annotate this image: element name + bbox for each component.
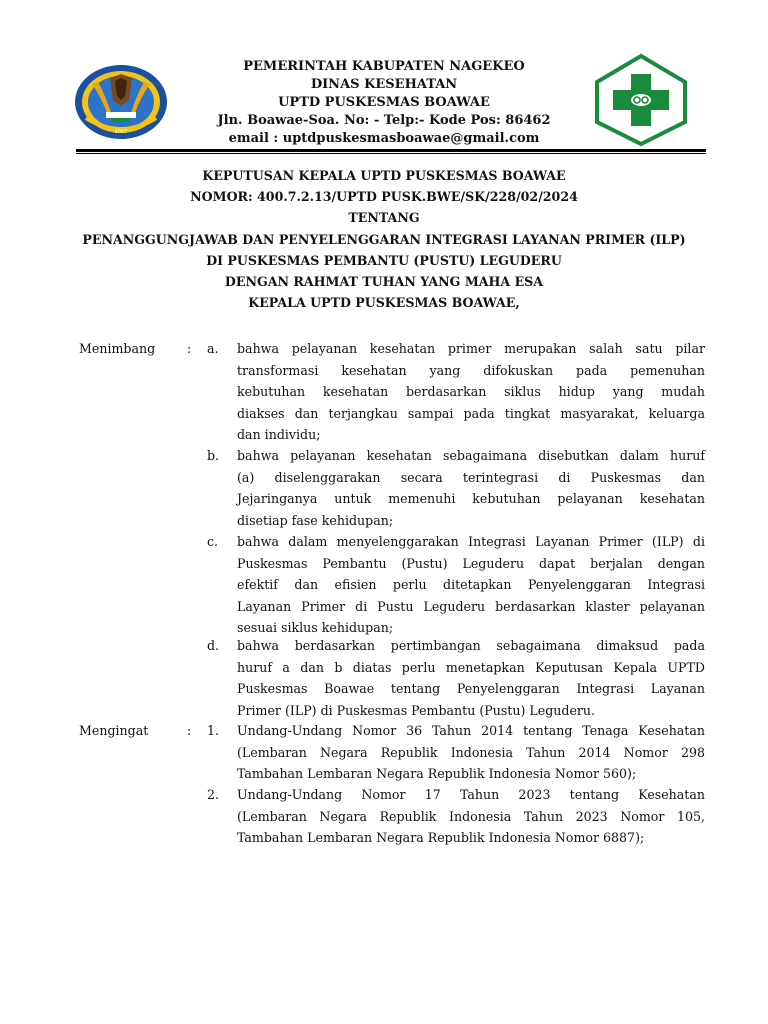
puskesmas-cross-logo-icon bbox=[593, 52, 689, 148]
decree-tentang: TENTANG bbox=[348, 210, 420, 226]
decree-issuer: KEPALA UPTD PUSKESMAS BOAWAE, bbox=[248, 295, 520, 311]
letterhead-rule-thin bbox=[76, 153, 706, 154]
decree-subject: PENANGGUNGJAWAB DAN PENYELENGGARAN INTEGRASI LAYANAN PRIMER (ILP) bbox=[82, 231, 686, 247]
menimbang-colon: : bbox=[187, 341, 192, 356]
letterhead-government: PEMERINTAH KABUPATEN NAGEKEO bbox=[243, 59, 525, 74]
menimbang-item-marker: b. bbox=[207, 448, 220, 463]
letterhead bbox=[170, 58, 598, 148]
menimbang-item-marker: c. bbox=[207, 534, 219, 549]
menimbang-item-text: bahwa pelayanan kesehatan primer merupakan salah satu pilar transformasi kesehatan yang difokuskan pada pemenuhan kebutuhan kesehatan berdasarkan siklus hidup yang mudah diakses dan terjangkau sampai pada tingkat masyarakat, keluarga dan individu; bbox=[237, 341, 705, 442]
letterhead-rule-thick bbox=[76, 149, 706, 152]
decree-title: KEPUTUSAN KEPALA UPTD PUSKESMAS BOAWAE bbox=[202, 168, 566, 183]
decree-subject-location: DI PUSKESMAS PEMBANTU (PUSTU) LEGUDERU bbox=[206, 252, 562, 268]
mengingat-item-marker: 1. bbox=[207, 723, 220, 738]
menimbang-item-text: bahwa berdasarkan pertimbangan sebagaimana dimaksud pada huruf a dan b diatas perlu menetapkan Keputusan Kepala UPTD Puskesmas Boawae tentang Penyelenggaran Integrasi Layanan Primer (ILP) di Puskesmas Pembantu (Pustu) Leguderu. bbox=[237, 638, 705, 718]
menimbang-item-marker: d. bbox=[207, 638, 220, 653]
regency-emblem-icon bbox=[72, 62, 170, 142]
decree-number: NOMOR: 400.7.2.13/UPTD PUSK.BWE/SK/228/02/2024 bbox=[190, 189, 578, 205]
letterhead-unit: UPTD PUSKESMAS BOAWAE bbox=[278, 95, 490, 110]
menimbang-item-text: bahwa dalam menyelenggarakan Integrasi Layanan Primer (ILP) di Puskesmas Pembantu (Pustu) Leguderu dapat berjalan dengan efektif dan efisien perlu ditetapkan Penyelenggaran Integrasi Layanan Primer di Pustu Leguderu berdasarkan klaster pelayanan sesuai siklus kehidupan; bbox=[237, 534, 705, 635]
menimbang-item-marker: a. bbox=[207, 341, 219, 356]
letterhead-agency: DINAS KESEHATAN bbox=[310, 77, 458, 92]
mengingat-colon: : bbox=[187, 723, 192, 738]
mengingat-item-text: Undang-Undang Nomor 17 Tahun 2023 tentang Kesehatan (Lembaran Negara Republik Indonesia Tahun 2023 Nomor 105, Tambahan Lembaran Negara Republik Indonesia Nomor 6887); bbox=[237, 787, 705, 845]
mengingat-item-marker: 2. bbox=[207, 787, 220, 802]
decree-title-block bbox=[60, 165, 708, 313]
emblem-year-text: 2007 bbox=[114, 129, 128, 135]
menimbang-label: Menimbang bbox=[79, 341, 156, 356]
mengingat-label: Mengingat bbox=[79, 723, 149, 738]
letterhead-address: Jln. Boawae-Soa. No: - Telp:- Kode Pos: 86462 bbox=[217, 113, 551, 128]
menimbang-item-text: bahwa pelayanan kesehatan sebagaimana disebutkan dalam huruf (a) diselenggarakan secara terintegrasi di Puskesmas dan Jejaringanya untuk memenuhi kebutuhan pelayanan kesehatan disetiap fase kehidupan; bbox=[237, 448, 705, 528]
letterhead-email: email : uptdpuskesmasboawae@gmail.com bbox=[228, 131, 540, 146]
decree-invocation: DENGAN RAHMAT TUHAN YANG MAHA ESA bbox=[224, 274, 544, 290]
mengingat-item-text: Undang-Undang Nomor 36 Tahun 2014 tentang Tenaga Kesehatan (Lembaran Negara Republik Indonesia Tahun 2014 Nomor 298 Tambahan Lembaran Negara Republik Indonesia Nomor 560); bbox=[237, 723, 705, 781]
